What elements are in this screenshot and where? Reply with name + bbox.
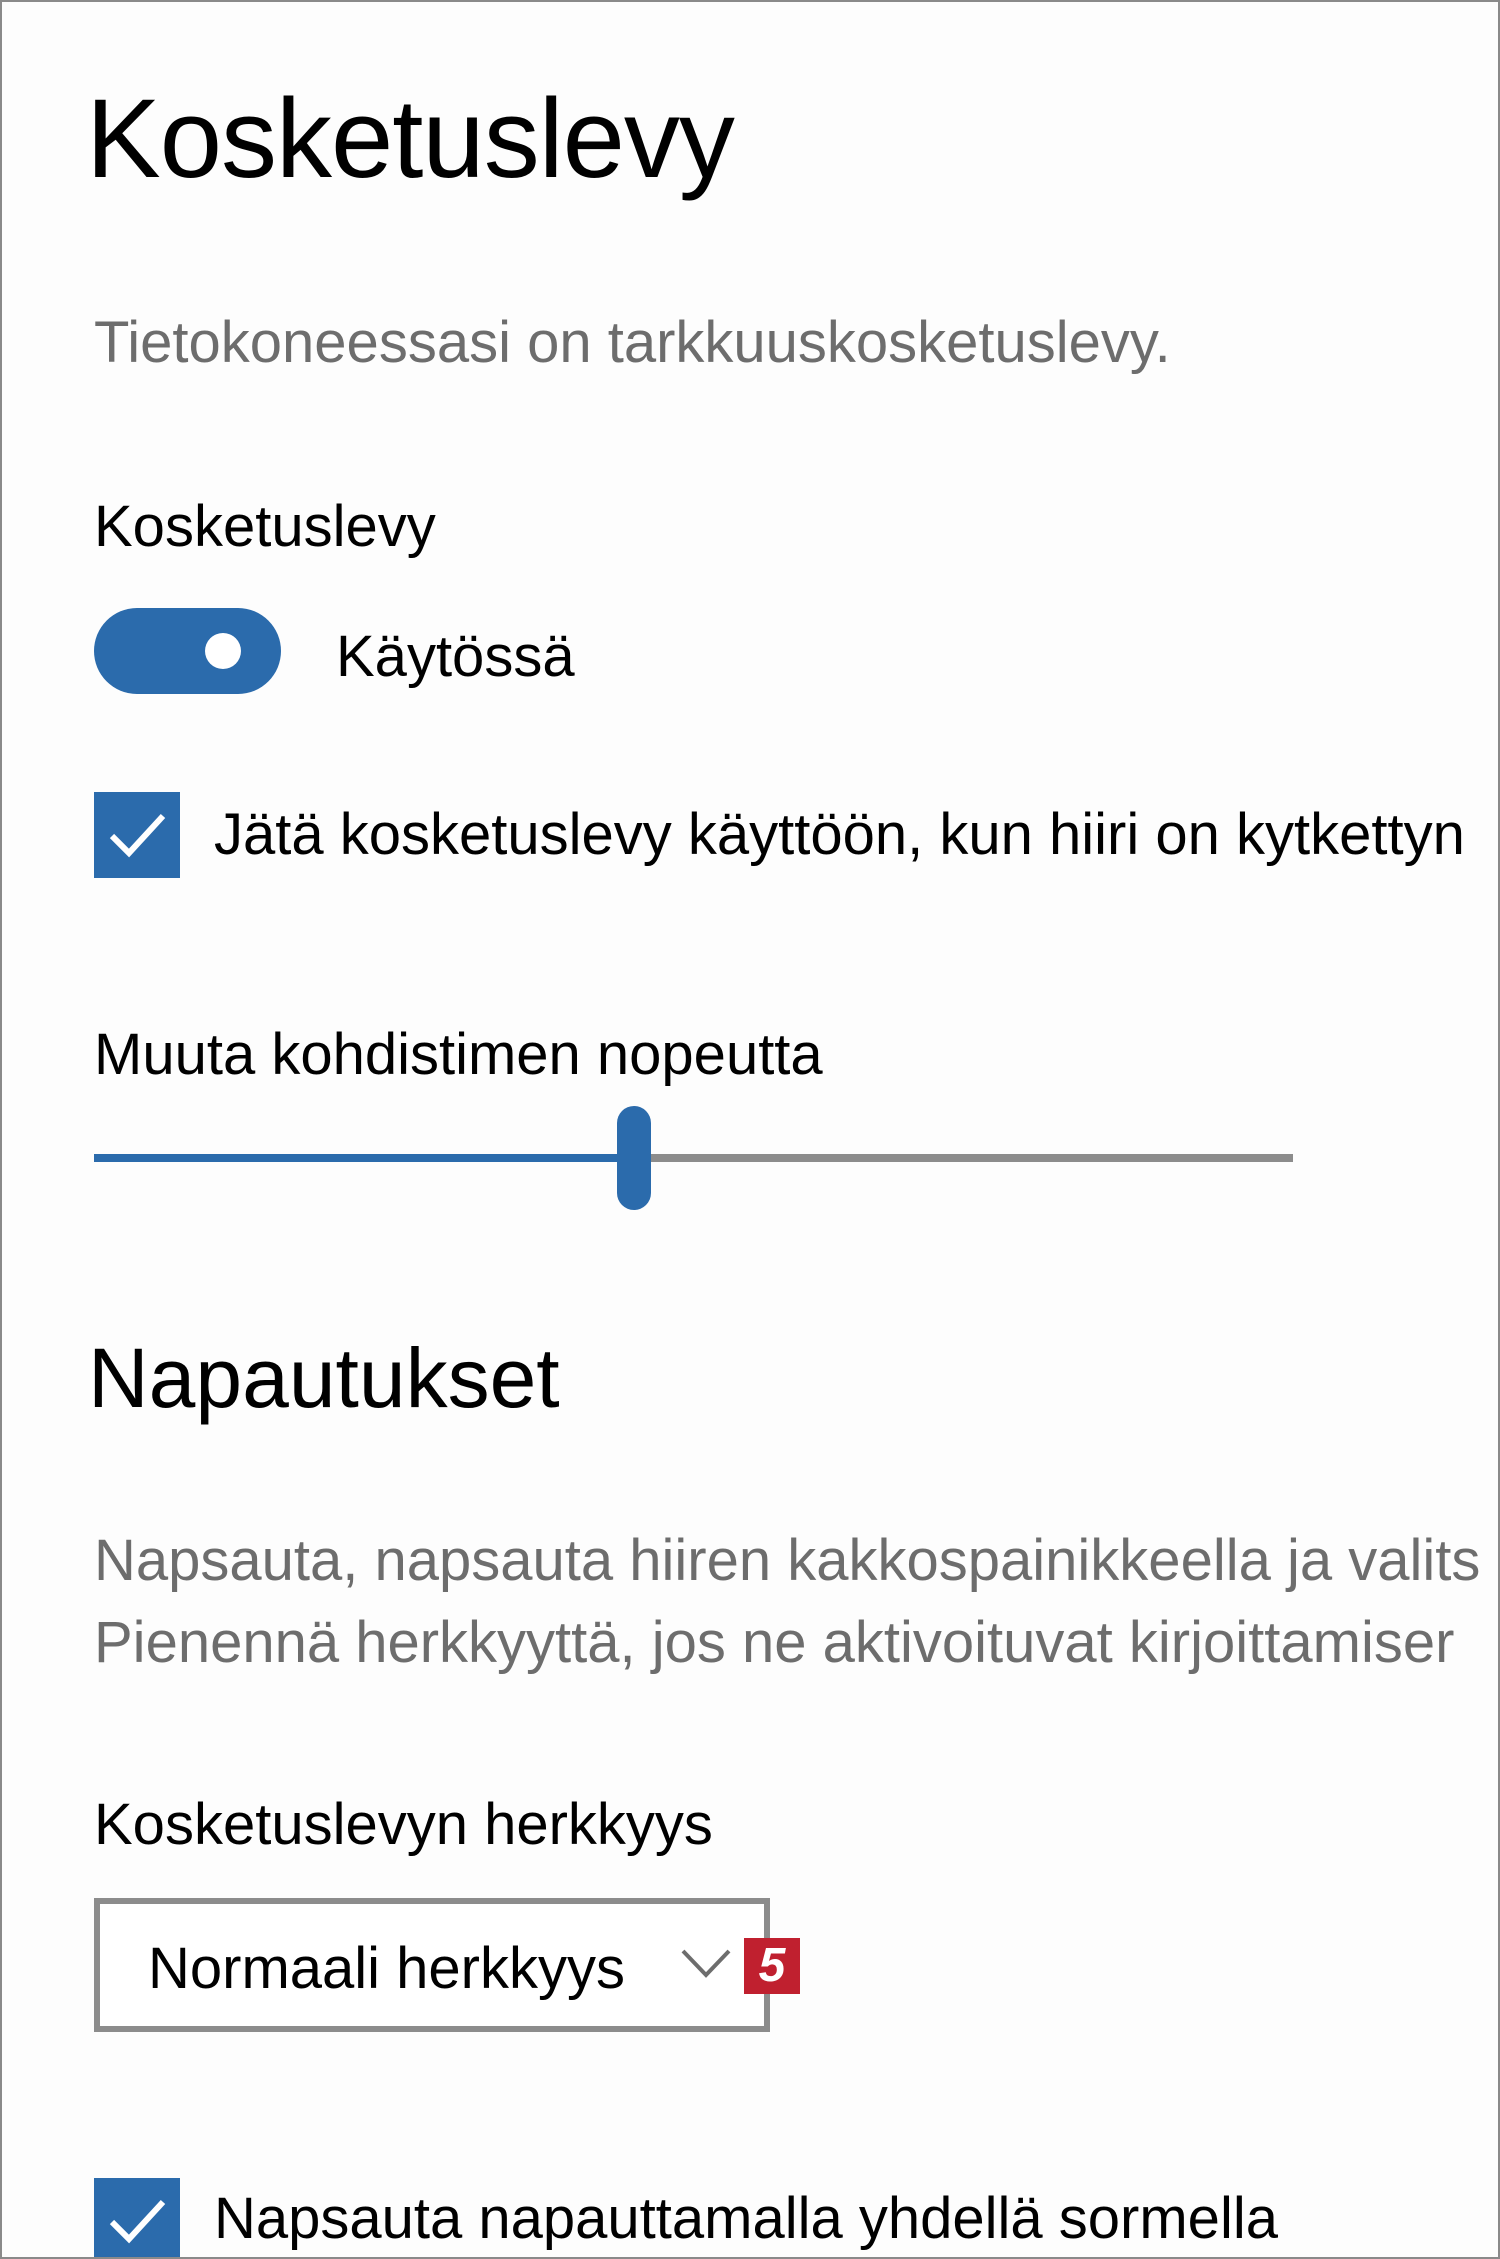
toggle-knob [205, 633, 241, 669]
toggle-state-label: Käytössä [336, 624, 575, 689]
cursor-speed-fill [94, 1154, 634, 1162]
step-number-badge: 5 [744, 1938, 800, 1994]
sensitivity-dropdown[interactable] [94, 1898, 770, 2032]
touchpad-toggle[interactable] [94, 608, 281, 694]
cursor-speed-label: Muuta kohdistimen nopeutta [94, 1022, 823, 1087]
leave-touchpad-on-label: Jätä kosketuslevy käyttöön, kun hiiri on kytkettyn [214, 802, 1465, 867]
checkmark-icon [94, 2178, 180, 2259]
chevron-down-icon [680, 1946, 732, 1980]
single-finger-tap-label: Napsauta napauttamalla yhdellä sormella [214, 2186, 1278, 2251]
taps-description-line1: Napsauta, napsauta hiiren kakkospainikkeella ja valits [94, 1528, 1481, 1593]
taps-section-title: Napautukset [88, 1331, 560, 1425]
checkmark-icon [94, 792, 180, 878]
page-title: Kosketuslevy [86, 76, 734, 201]
touchpad-label: Kosketuslevy [94, 494, 436, 559]
cursor-speed-thumb[interactable] [617, 1106, 651, 1210]
leave-touchpad-on-checkbox[interactable] [94, 792, 180, 878]
sensitivity-selected-value: Normaali herkkyys [148, 1936, 625, 2001]
taps-description-line2: Pienennä herkkyyttä, jos ne aktivoituvat kirjoittamiser [94, 1610, 1455, 1675]
cursor-speed-track[interactable] [94, 1154, 1293, 1162]
page-subtitle: Tietokoneessasi on tarkkuuskosketuslevy. [94, 310, 1171, 375]
sensitivity-label: Kosketuslevyn herkkyys [94, 1792, 713, 1857]
single-finger-tap-checkbox[interactable] [94, 2178, 180, 2259]
